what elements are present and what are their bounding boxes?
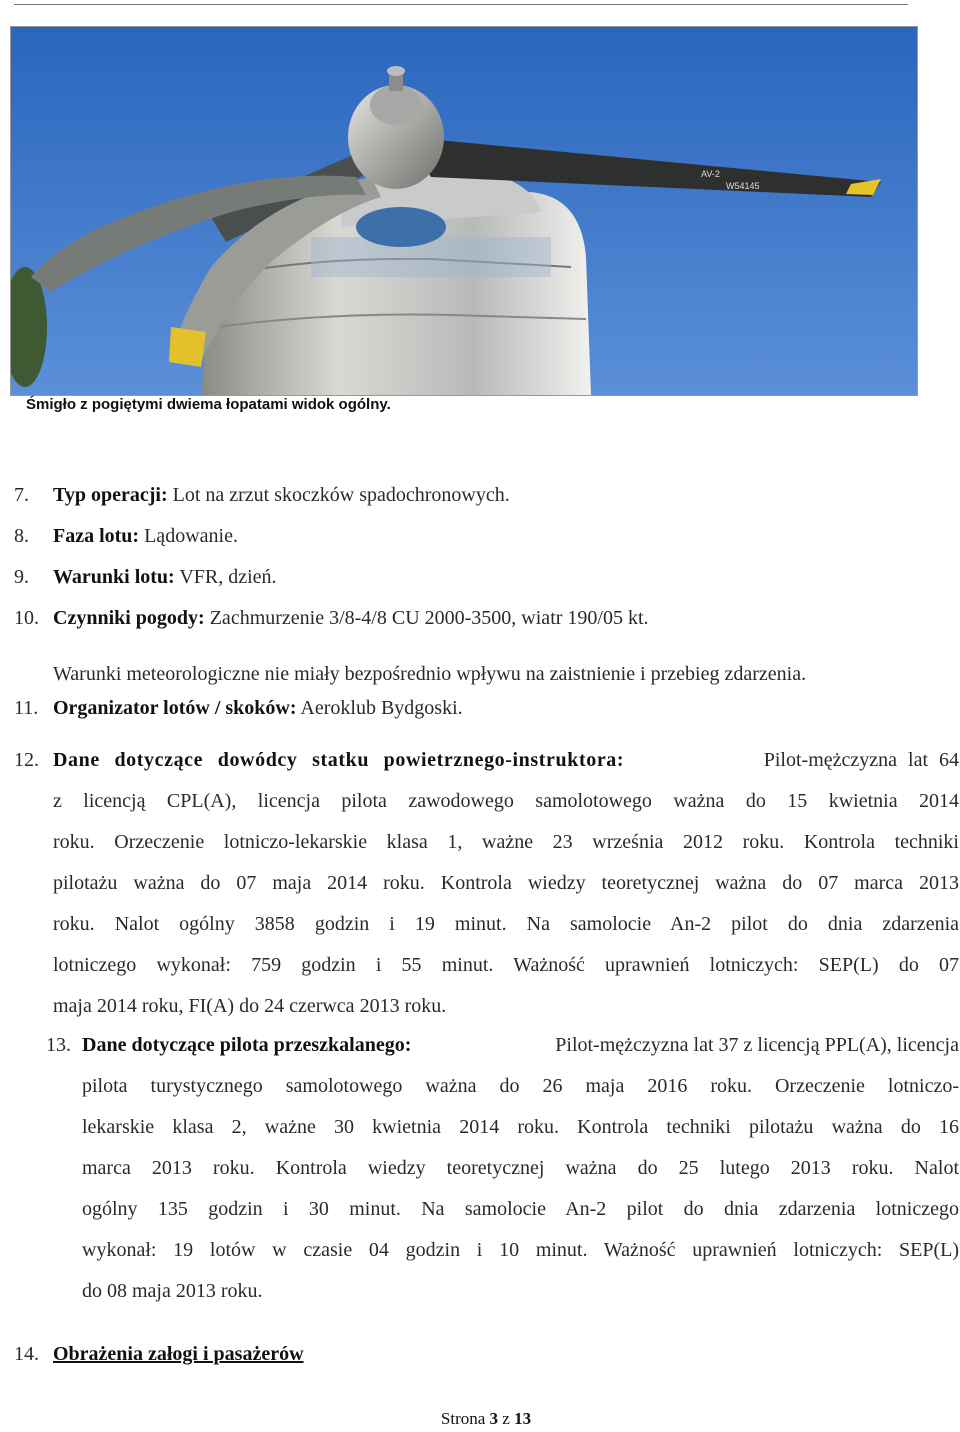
section-13-line-2: lekarskie klasa 2, ważne 30 kwietnia 2014 roku. Kontrola techniki pilotażu ważna do 16 — [82, 1116, 959, 1138]
list-item-label: Czynniki pogody: — [53, 607, 205, 629]
section-12-line-4: roku. Nalot ogólny 3858 godzin i 19 minut. Na samolocie An-2 pilot do dnia zdarzenia — [53, 913, 959, 935]
section-12-body — [53, 740, 959, 1027]
list-item-number: 8. — [14, 525, 29, 547]
list-item-number: 7. — [14, 484, 29, 506]
section-14-label: Obrażenia załogi i pasażerów — [53, 1343, 304, 1365]
list-item-text: Aeroklub Bydgoski. — [296, 697, 463, 719]
list-item-text: Zachmurzenie 3/8-4/8 CU 2000-3500, wiatr 190/05 kt. — [204, 607, 649, 629]
section-14-heading — [53, 1334, 304, 1375]
list-item-text: VFR, dzień. — [174, 566, 277, 588]
list-item-body — [53, 598, 649, 639]
list-item-label: Typ operacji: — [53, 484, 168, 506]
list-item-text: Lądowanie. — [139, 525, 238, 547]
section-13-line-3: marca 2013 roku. Kontrola wiedzy teoretycznej ważna do 25 lutego 2013 roku. Nalot — [82, 1157, 959, 1179]
section-13-line-5: wykonał: 19 lotów w czasie 04 godzin i 10 minut. Ważność uprawnień lotniczych: SEP(L) — [82, 1239, 959, 1261]
section-12-line-6: maja 2014 roku, FI(A) do 24 czerwca 2013 roku. — [53, 995, 447, 1017]
section-12-line-5: lotniczego wykonał: 759 godzin i 55 minut. Ważność uprawnień lotniczych: SEP(L) do 07 — [53, 954, 959, 976]
section-13-body — [82, 1025, 959, 1312]
blade-marking-1: AV-2 — [701, 169, 720, 179]
list-item-number: 11. — [14, 697, 39, 719]
blade-marking-2: W54145 — [726, 181, 760, 191]
section-13-label: Dane dotyczące pilota przeszkalanego: — [82, 1034, 412, 1056]
list-item-text: Warunki meteorologiczne nie miały bezpośrednio wpływu na zaistnienie i przebieg zdarzenia. — [53, 663, 807, 685]
page-footer — [0, 1409, 960, 1429]
propeller-photo — [10, 26, 918, 396]
footer-prefix: Strona — [440, 1409, 490, 1428]
section-12-label: Dane dotyczące dowódcy statku powietrznego-instruktora: — [53, 749, 625, 771]
section-12-line-0: Pilot-mężczyzna lat 64 — [763, 749, 959, 771]
section-13-line-1: pilota turystycznego samolotowego ważna do 26 maja 2016 roku. Orzeczenie lotniczo- — [82, 1075, 959, 1097]
section-12-line-3: pilotażu ważna do 07 maja 2014 roku. Kontrola wiedzy teoretycznej ważna do 07 marca 2013 — [53, 872, 959, 894]
propeller-illustration — [11, 27, 917, 395]
footer-total-pages: 13 — [514, 1409, 532, 1428]
top-rule — [14, 4, 908, 5]
list-item-label: Warunki lotu: — [53, 566, 175, 588]
list-item-text: Lot na zrzut skoczków spadochronowych. — [167, 484, 510, 506]
section-12-line-2: roku. Orzeczenie lotniczo-lekarskie klasa 1, ważne 23 września 2012 roku. Kontrola techniki — [53, 831, 959, 853]
footer-mid: z — [498, 1409, 515, 1428]
list-item-number: 9. — [14, 566, 29, 588]
section-12-number: 12. — [14, 749, 39, 771]
section-14-number: 14. — [14, 1343, 39, 1365]
section-13-line-4: ogólny 135 godzin i 30 minut. Na samolocie An-2 pilot do dnia zdarzenia lotniczego — [82, 1198, 959, 1220]
list-item-body — [53, 557, 277, 598]
section-13-number: 13. — [46, 1034, 71, 1056]
section-12-line-1: z licencją CPL(A), licencja pilota zawodowego samolotowego ważna do 15 kwietnia 2014 — [53, 790, 959, 812]
section-13-line-0: Pilot-mężczyzna lat 37 z licencją PPL(A), licencja — [555, 1034, 959, 1056]
list-item-body — [53, 688, 463, 729]
list-item-body — [53, 516, 238, 557]
list-item-label: Faza lotu: — [53, 525, 140, 547]
list-item-number: 10. — [14, 607, 39, 629]
section-14 — [14, 1334, 39, 1375]
photo-caption: Śmigło z pogiętymi dwiema łopatami widok ogólny. — [26, 396, 391, 413]
footer-page-number: 3 — [489, 1409, 499, 1428]
section-13-line-6: do 08 maja 2013 roku. — [82, 1280, 263, 1302]
list-item-label: Organizator lotów / skoków: — [53, 697, 297, 719]
list-item-body — [53, 475, 510, 516]
